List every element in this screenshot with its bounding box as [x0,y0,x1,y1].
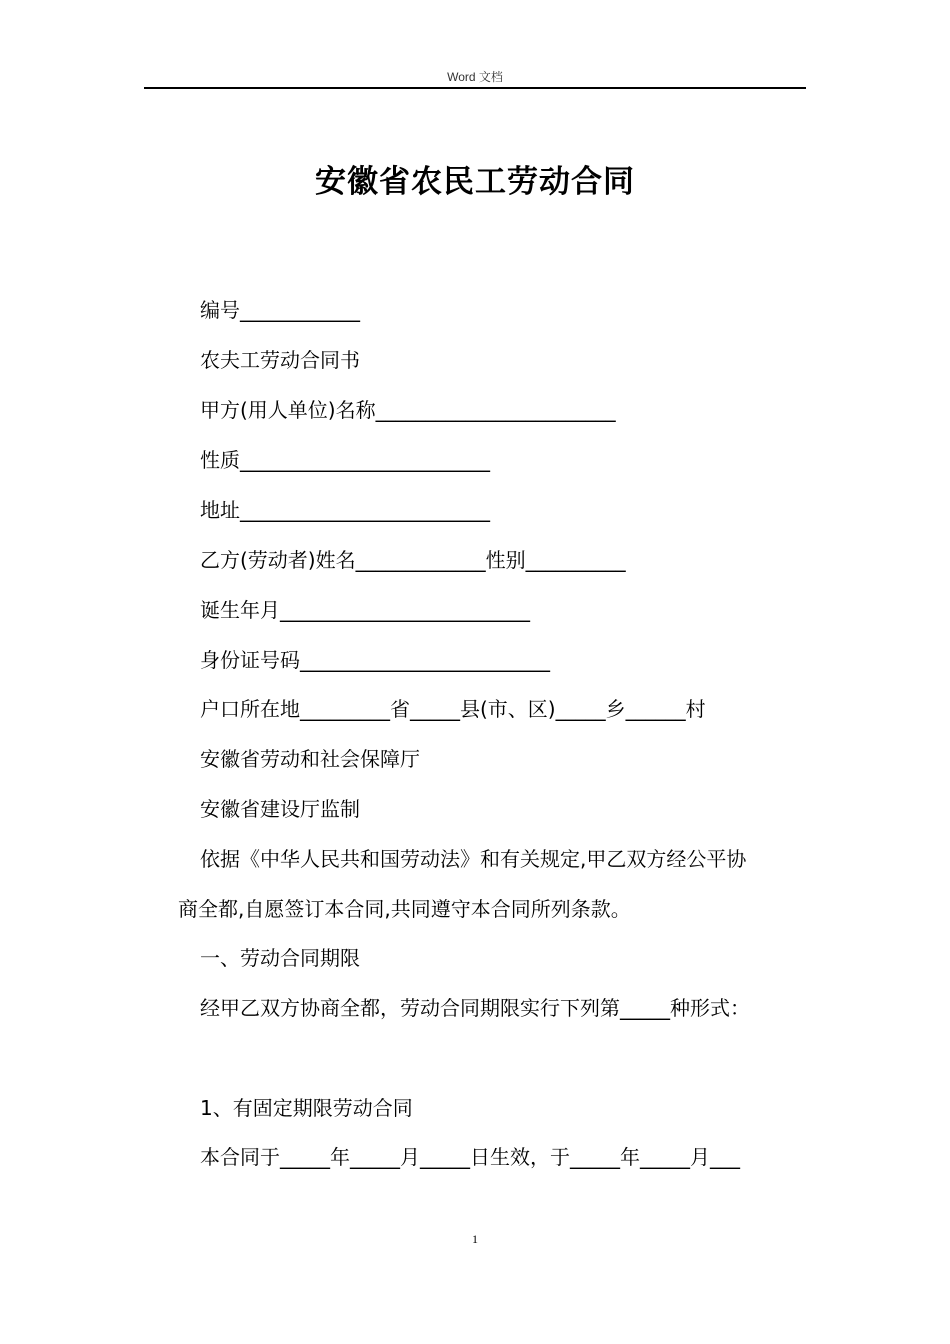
header-text: Word 文档 [447,70,503,84]
header-rule [144,87,806,89]
issuer-labor-line: 安徽省劳动和社会保障厅 [200,747,420,771]
party-b-name-line: 乙方(劳动者)姓名_____________性别__________ [200,548,626,572]
preamble-line-2: 商全都,自愿签订本合同,共同遵守本合同所列条款。 [178,897,631,921]
issuer-construction-line: 安徽省建设厅监制 [200,797,360,821]
contract-book-line: 农夫工劳动合同书 [200,348,360,372]
preamble-line-1: 依据《中华人民共和国劳动法》和有关规定,甲乙双方经公平协 [200,847,747,871]
section-heading-term: 一、劳动合同期限 [200,946,360,970]
document-title: 安徽省农民工劳动合同 [315,164,635,200]
contract-number-line: 编号____________ [200,298,360,322]
effective-date-line: 本合同于_____年_____月_____日生效，于_____年_____月___ [200,1145,740,1169]
id-number-line: 身份证号码_________________________ [200,648,550,672]
party-a-name-line: 甲方(用人单位)名称________________________ [200,398,616,422]
page-number: 1 [472,1232,478,1246]
fixed-term-heading: 1、有固定期限劳动合同 [200,1096,413,1120]
address-line: 地址_________________________ [200,498,490,522]
term-form-line: 经甲乙双方协商全都，劳动合同期限实行下列第_____种形式： [200,996,750,1020]
birth-date-line: 诞生年月_________________________ [200,598,530,622]
nature-line: 性质_________________________ [200,448,490,472]
household-registration-line: 户口所在地_________省_____县(市、区)_____乡______村 [200,697,706,721]
